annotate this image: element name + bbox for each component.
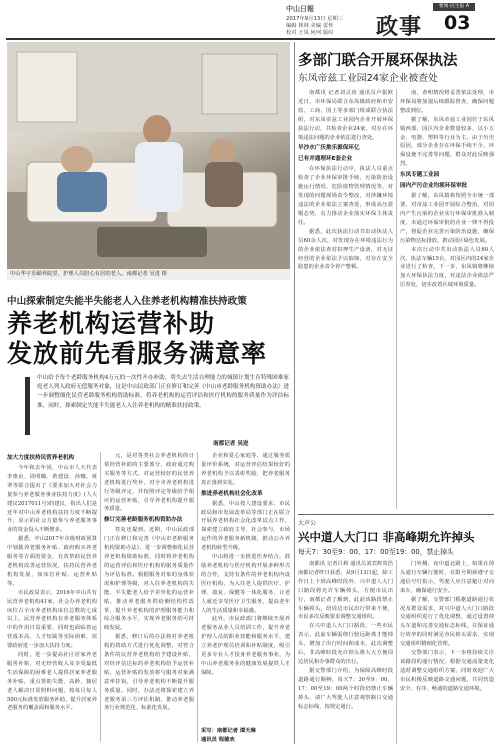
left-kicker: 中山探索制定失能半失能老人入住养老机构精准扶持政策 <box>7 296 247 307</box>
masthead-rule <box>6 38 495 40</box>
body-paragraph: 交警部门表示，下一步将持续关注该路段的通行情况，根据交通流量变化适时调整交通组织方案，同时欢迎广大市民积极反映道路交通问题，共同营造安全、有序、畅通的道路交通环境。 <box>400 650 494 692</box>
right-col-1 <box>298 89 393 509</box>
col-divider <box>396 560 397 744</box>
bottom-col-2 <box>400 560 494 744</box>
body-paragraph: 南都讯 记者吕莉 通讯员刘宾辉贵浩 南都记者昨日获悉，从9月13日起，除工作日上下班高峰时段外，兴中道人大门口路段将允许车辆掉头，方便市民出行，南都记者了解到，此前该路段禁止车辆掉头，给周边市民出行带来不便，市民多次反映要求调整交通组织。 <box>298 561 393 621</box>
body-paragraph: 据悉，中山2017年市级财政预算中划拨养老服务补贴、政府购买养老服务等方面的资金，有效帮助民营养老机构改善运营状况，扶持民营养老机构发展，如床位补贴、运营补贴等。 <box>7 536 97 587</box>
body-paragraph: 同时，进一步提高社区居家养老服务补贴，对无经营收入及享受最低生活保障的困难老人提供居家养老服务补贴，重点帮助失能、高龄、独居老人解决日常照料问题，按每月每人500元标准发放服务补助，提升居家养老服务的覆盖面和服务水平。 <box>7 652 97 712</box>
right-headline: 多部门联合开展环保执法 <box>298 53 458 69</box>
date-line: 2017年9月13日 星期三 <box>286 16 344 22</box>
left-col-1 <box>7 452 97 742</box>
body-paragraph: 据交警部门介绍，为保障高峰时段道路通行顺畅，每天7：30至9：00、17：00至19：00两个时段仍禁止车辆掉头，请广大驾驶人注意观察路口交通标志标线，按规定通行。 <box>298 667 393 710</box>
left-col3-credit: 采写：南都记者 谭天琳 通讯员 程德欢 <box>201 728 256 743</box>
body-paragraph: 元，是对各类社会养老机构的日常经营补助的主要部分，政府通过购买服务等方式，对运营较好的民营养老机构进行奖补，对全市养老机构进行等级评定，并按照评定等级给予相应的运营补贴，引导养老机构提升服务质量。 <box>104 453 194 513</box>
body-paragraph: 据悉，此次执法行动共出动执法人员60余人次，对发现存在环境违法行为的企业依法查封扣押生产设备，对无证经营的企业依法予以取缔，对存在安全隐患的企业责令停产整顿。 <box>298 228 393 271</box>
body-paragraph: 答复还提到，近期，中山民政部门正在修订和完善《中山市老龄服务机构资助办法》，进一步调整细化民营养老机构资助标准，同时将养老机构的运营评估和医疗机构的服务质量作为评估标准。根据服务对象的身体状况和护理等级，对入住养老机构的失能、半失能老人给予差异化的运营补贴，推动养老服务供给侧结构性改革，提升养老机构的护理服务能力和综合服务水平，实现养老服务的可持续发展。 <box>104 527 194 632</box>
nursing-home-photo-illustration <box>7 42 290 280</box>
bottom-headline: 兴中道人大门口 非高峰期允许掉头 <box>298 530 475 544</box>
page-center-divider <box>294 42 295 744</box>
body-paragraph: 企业和爱心家庭等，通过服务质量评价系统，对运营评估结果较好的养老机构予以表彰奖励，把养老服务真正落到实处。 <box>201 453 290 486</box>
article-photo <box>7 42 290 280</box>
section-tag: 要闻·民生报 A <box>433 3 475 11</box>
editor-line: 编辑 林林 美编 雷怀 <box>286 23 334 29</box>
body-paragraph: 在兴中道人大门口路段，一些市民表示，此前车辆需绕行较远距离才能掉头，增加了出行时间和成本，此次调整后，非高峰时段允许掉头将大大方便周边居民和办事群众的出行。 <box>298 623 393 665</box>
page-number: 03 <box>444 12 471 34</box>
right-col-2 <box>400 89 494 509</box>
left-col-2 <box>104 452 194 742</box>
section-subheading: 修订完善老龄服务机构资助办法 <box>104 517 183 524</box>
body-paragraph: 在环保执法行动中，执法人员重点检查了企业环保审批手续、污染防治设施运行情况、危险废物管理情况等，对发现的问题现场责令整改，对涉嫌环境违法的企业依法立案查处，形成高压震慑态势，有力推动企业落实环保主体责任。 <box>298 166 393 226</box>
left-col-3 <box>201 452 290 726</box>
left-byline: 南都记者 吴进 <box>213 441 249 447</box>
body-paragraph: 本次行动中共出动执法人员60人次，执法车辆15台，对园区内的24家企业进行了检查，下一步，东凤镇将继续加大环保执法力度，对违法企业依法严厉查处，切实改善区域环境质量。 <box>400 246 494 289</box>
col-divider <box>100 452 101 742</box>
proof-line: 校对 王凤 何坷 版纹 <box>286 30 334 36</box>
section-subheading: 园内产污企业均须环保审批 <box>400 183 468 190</box>
body-paragraph: 据悉，修订后的办法将对养老机构的资助方式进行优化调整，对符合条件的民营养老机构给予建设补贴，对经评估达标的养老机构给予运营补贴，运营补贴的发放将与服务对象满意率挂钩，引导养老机构不断提升服务质量。同时，办法还将探索建立养老服务第三方评估机制，推动养老服务行业规范化、标准化发展。 <box>104 634 194 712</box>
body-paragraph: 门外侧，夜中道北路上，如果在掉头通行车辆行驶时，在限号期须遵守交通信号灯指示，驾驶人应注意避让对向来车，确保通行安全。 <box>400 561 494 594</box>
right-subhead: 东凤帝兹工业园24家企业被查处 <box>298 73 438 84</box>
body-paragraph: 据了解，东凤帝兹工业园位于东凤镇西部，园区内企业数量较多，以小五金、电器、塑料等行业为主。由于历史原因，部分企业存在环保手续不全、环保设施不完善等问题，群众对此反映强烈。 <box>400 116 494 168</box>
section-subheading: 东凤专题工业园 <box>400 172 440 179</box>
photo-caption: 中山华宇乐颐养院里，护理人员陪心有居的老人。南都记者 吴进 摄 <box>7 269 290 280</box>
body-paragraph: 据了解，交警部门根据道路通行状况及群众需求，对兴中道人大门口路段交通组织进行了优化调整，通过设置掉头车道和完善交通标志标线，在保证通行效率的同时满足市民掉头需求，实现交通组织精细化管理。 <box>400 596 494 648</box>
col-divider <box>396 89 397 509</box>
lead-accent-bar <box>25 377 30 435</box>
left-headline-1: 养老机构运营补助 <box>7 309 216 338</box>
masthead <box>0 0 499 40</box>
body-paragraph: 南，查明情况将妥善依法处理，市环保局将加强后续跟踪督查，确保问题整改到位。 <box>400 90 494 114</box>
body-paragraph: 中山将进一步推进医养结合，鼓励养老机构与医疗机构开展多种形式的合作，支持有条件的养老机构内设医疗机构，为入住老人提供医疗、护理、康复、保健等一体化服务，让老人就近享受医疗卫生服务，提高老年人的生活质量和幸福感。 <box>201 554 290 614</box>
section-subheading: 早沙水广沃推乐源保环亿 <box>298 145 360 152</box>
body-paragraph: 据了解，东凤镇将按照全市统一部署，对帝兹工业园开展综合整治，对园内产生污染的企业实行环保审批准入制度，未通过环保审批的企业一律不得投产，督促企业完善污染防治设施，确保污染物达标排放，推动园区绿色发展。 <box>400 193 494 244</box>
section-title: 政事 <box>376 15 423 40</box>
body-paragraph: 此外，市民政部门将继续开展养老服务从业人员培训工作，提升养老护理人员的职业技能和服务水平，建立养老护理员培训和补贴制度，吸引更多专业人才投身养老服务事业，为中山养老服务业的健康发展提供人才保障。 <box>201 616 290 676</box>
col-divider <box>197 452 198 742</box>
section-subheading: 推进养老机构社会化改革 <box>201 490 263 497</box>
body-paragraph: 今年和去年同，中山市人大代表李惠贞、周明璐、黄建设、孙娜、黄翠等联合提出了《要求加大对社会力量参与养老服务事业扶持力度》(人大建议2017011号)的建议，指出人们是近年对中山养老机构扶持力度不断提升，显示的社会力量参与养老服务事业的资金投入不断增多。 <box>7 465 97 534</box>
body-paragraph: 市民政局表示，2016年中山共有民营养老机构41家，社会办养老机构床位占全市养老机构床位总数的七成以上，民营养老机构在养老服务体系中的作用日益重要，同时也面临着运营成本高、人才短缺等实际困难，需要政府进一步加大扶持力度。 <box>7 589 97 650</box>
bottom-col-1 <box>298 560 393 744</box>
left-headline-2: 发放前先看服务满意率 <box>7 339 268 368</box>
body-paragraph: 据悉，中山按人建设要求，市民政局和市发展改革局等部门正在联合开展养老机构社会化改革试点工作，探索建立政府主导、社会参与、市场运作的养老服务新机制，推动公办养老机构转型升级。 <box>201 500 290 552</box>
bottom-tag: 大声公 <box>298 520 317 527</box>
section-subheading: 已有并通理环E套企业 <box>298 156 353 163</box>
left-lead: 中山给予每个老龄服务机构4万元的一次性开办补助，将失去生活自理能力的城镇计划生育特殊困难家庭老人列入政府无偿服务对象，这是中山民政部门正在修订和完善《中山市老龄服务机构资助办法》进一步调整细化民营老龄服务机构资助标准，将养老机构的运营评估和医疗机构的服务质量作为评估标准，同时，探索制定失能半失能老人入住养老机构的精准扶持政策。 <box>37 375 289 409</box>
section-subheading: 加大力度扶持民营养老机构 <box>7 455 75 461</box>
paper-logo: 中山日報 <box>286 5 314 13</box>
body-paragraph: 南都讯 记者刘灵涛 通讯员卢振欧 近日，市环保局联合东凤镇政府和市安监、工商、国土等多部门组成联合执法组，对东凤帝兹工业园内企业开展环保执法行动，共检查企业24家，对存在环境违法问题的企业依法进行查处。 <box>298 90 393 141</box>
section-rule <box>298 514 494 515</box>
bottom-subline: 每天7：30至9：00、17：00至19：00，禁止掉头 <box>298 548 454 556</box>
